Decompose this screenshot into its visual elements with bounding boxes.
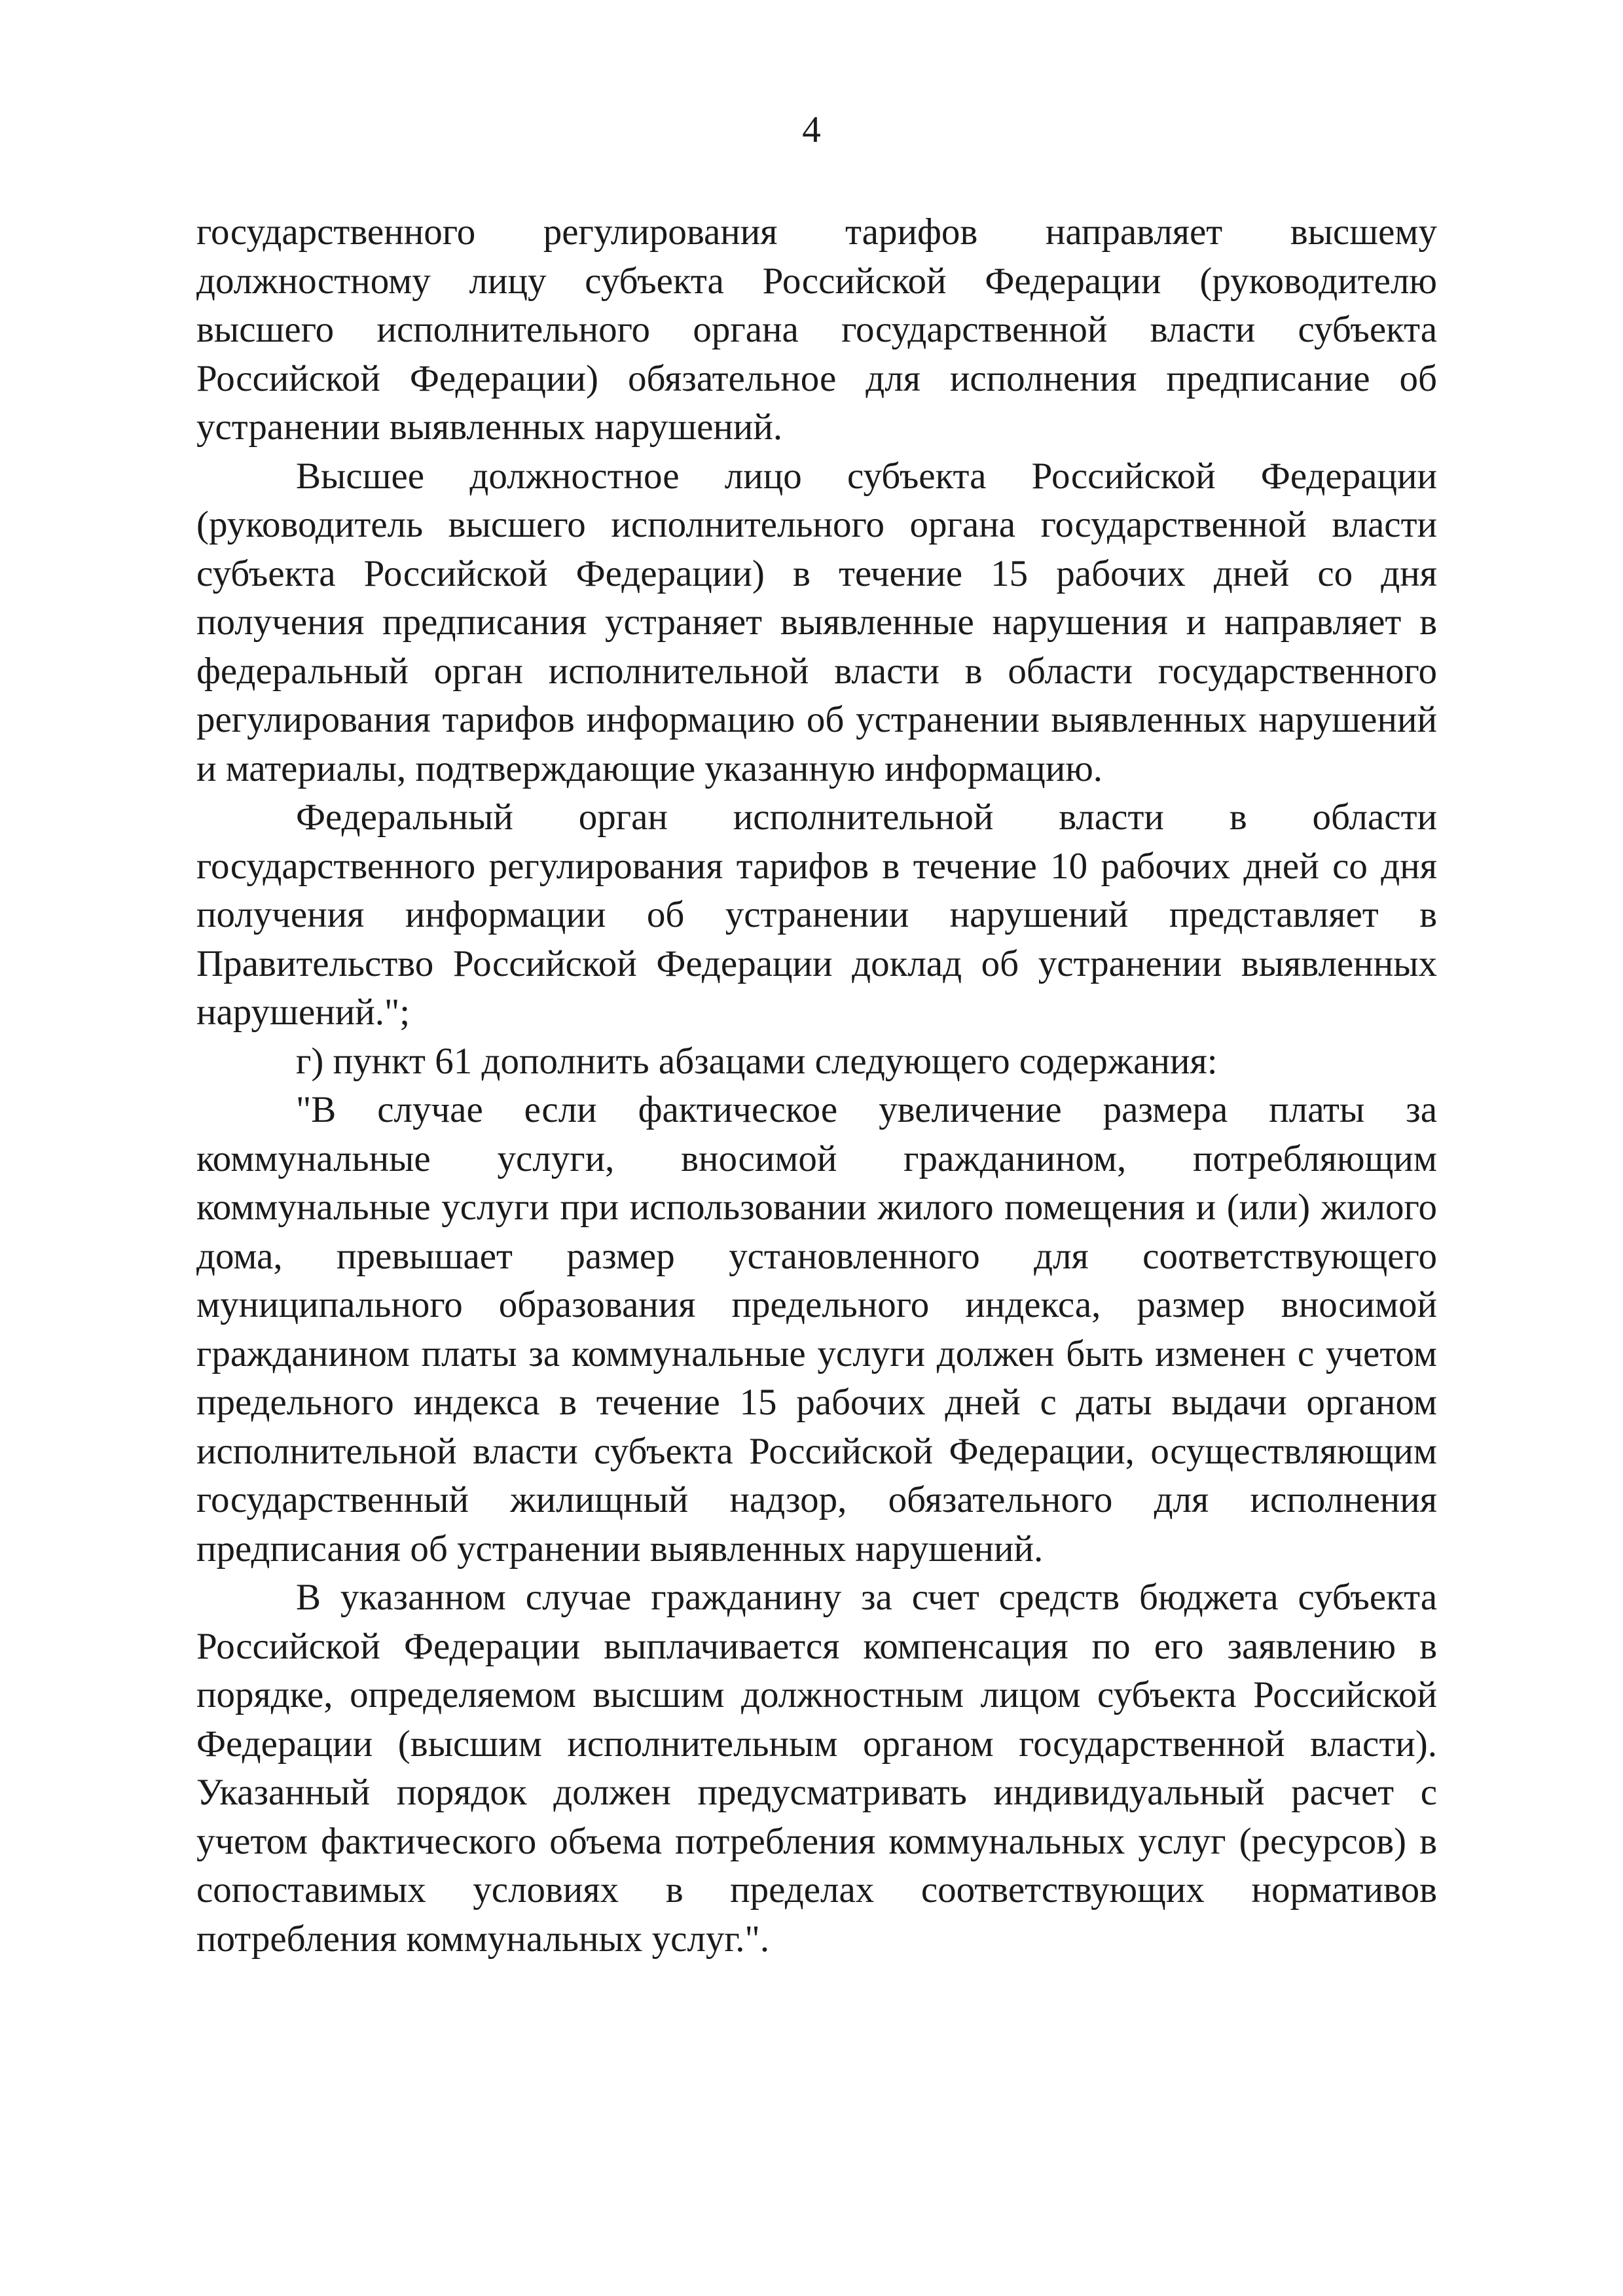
paragraph-quoted: "В случае если фактическое увеличение размера платы за коммунальные услуги, вносимой гражданином, потребляющим коммунальные услуги при использовании жилого помещения и (или) жилого дома, превышает размер установленного для соответствующего муниципального образования предельного индекса, размер вносимой гражданином платы за коммунальные услуги должен быть изменен с учетом предельного индекса в течение 15 рабочих дней с даты выдачи органом исполнительной власти субъекта Российской Федерации, осуществляющим государственный жилищный надзор, обязательного для исполнения предписания об устранении выявленных нарушений. [196,1089,1437,1570]
paragraph: Федеральный орган исполнительной власти в области государственного регулирования тарифов в течение 10 рабочих дней со дня получения информации об устранении нарушений представляет в Правительство Российской Федерации доклад об устранении выявленных нарушений."; [196,797,1437,1033]
paragraph-continuation: государственного регулирования тарифов направляет высшему должностному лицу субъекта Российской Федерации (руководителю высшего исполнительного органа государственной власти субъекта Российской Федерации) обязательное для исполнения предписание об устранении выявленных нарушений. [196,211,1437,448]
document-body [196,208,1437,1964]
paragraph-quoted: В указанном случае гражданину за счет средств бюджета субъекта Российской Федерации выплачивается компенсация по его заявлению в порядке, определяемом высшим должностным лицом субъекта Российской Федерации (высшим исполнительным органом государственной власти). Указанный порядок должен предусматривать индивидуальный расчет с учетом фактического объема потребления коммунальных услуг (ресурсов) в сопоставимых условиях в пределах соответствующих нормативов потребления коммунальных услуг.". [196,1577,1437,1960]
paragraph: Высшее должностное лицо субъекта Российской Федерации (руководитель высшего исполнительного органа государственной власти субъекта Российской Федерации) в течение 15 рабочих дней со дня получения предписания устраняет выявленные нарушения и направляет в федеральный орган исполнительной власти в области государственного регулирования тарифов информацию об устранении выявленных нарушений и материалы, подтверждающие указанную информацию. [196,455,1437,789]
page-number: 4 [802,109,821,151]
paragraph-amendment-item: г) пункт 61 дополнить абзацами следующего содержания: [296,1040,1218,1082]
